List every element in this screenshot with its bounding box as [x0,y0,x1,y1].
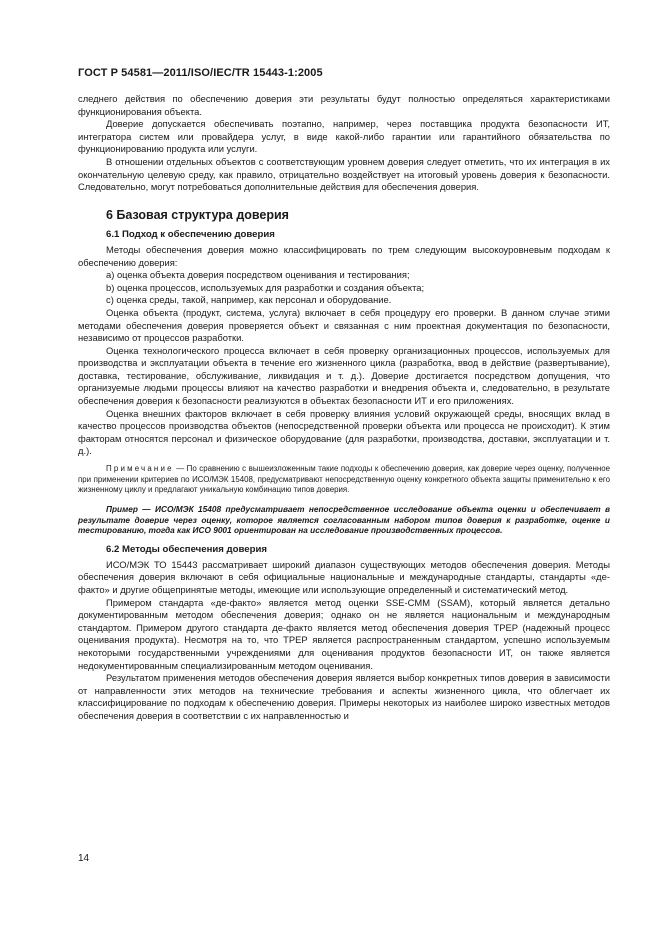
paragraph: В отношении отдельных объектов с соответствующим уровнем доверия следует отметить, что их интеграция в их окончательную целевую среду, как правило, отрицательно воздействует на итоговый уровень доверия к безопасности. Следовательно, могут потребоваться дополнительные действия для обеспечения доверия. [78,155,610,193]
note-text: — По сравнению с вышеизложенным такие подходы к обеспечению доверия, как доверие через оценку, полученное при применении критериев по ИСО/МЭК 15408, предусматривают непосредственную оценку конкретного объекта защиты применительно к его жизненному циклу и предлагают уникальную комбинацию типов доверия. [78,464,610,495]
section-6-2-heading: 6.2 Методы обеспечения доверия [106,544,267,556]
list-item: a) оценка объекта доверия посредством оценивания и тестирования; [106,269,410,281]
note [78,464,610,496]
paragraph: Оценка объекта (продукт, система, услуга) включает в себя процедуру его проверки. В данном случае этими методами обеспечения доверия проверяется объект и связанная с ним проектная документация по безопасности, независимо от процессов разработки. [78,306,610,344]
paragraph: Оценка внешних факторов включает в себя проверку влияния условий окружающей среды, вносящих вклад в качество процессов производства объектов (непосредственной проверки объекта или процесса не происходит). К этим факторам относятся персонал и физическое оборудование (для разработки, производства, доставки, эксплуатации и т. д.). [78,407,610,457]
paragraph: Результатом применения методов обеспечения доверия является выбор конкретных типов доверия в зависимости от направленности этих методов на технические требования и аспекты жизненного цикла, что облегчает их классифицирование по подходам к обеспечению доверия. Примеры некоторых из наиболее широко известных методов обеспечения доверия в соответствии с их направленностью и [78,672,610,721]
paragraph: Оценка технологического процесса включает в себя проверку организационных процессов, используемых для производства и эксплуатации объекта в течение его жизненного цикла (разработка, ввод в действие (развертывание), доставка, тестирование, обслуживание, ликвидация и т. д.). Доверие достигается посредством допущения, что организуемые людьми процессы влияют на качество разработки и внедрения объекта и, следовательно, в результате обеспечения доверия к безопасности реализуются в объектах безопасности ИТ и его приложениях. [78,344,610,407]
paragraph-continued: следнего действия по обеспечению доверия эти результаты будут полностью определяться характеристиками функционирования объекта. [78,93,610,117]
paragraph: Доверие допускается обеспечивать поэтапно, например, через поставщика продукта безопасности ИТ, интегратора систем или провайдера услуг, в виде какой-либо гарантии или гарантийного обязательства по функционированию продукта или услуги. [78,118,610,155]
page-number: 14 [78,853,90,864]
page-body [78,93,610,723]
example: Пример — ИСО/МЭК 15408 предусматривает непосредственное исследование объекта оценки и обеспечивает в результате доверие через оценку, которое является согласованным набором типов доверия к разработке, оценке и тестированию, тогда как ИСО 9001 ориентирован на исследование производственных процессов. [78,503,610,536]
document-header: ГОСТ Р 54581—2011/ISO/IEC/TR 15443-1:2005 [78,67,323,79]
paragraph: Примером стандарта «де-факто» является метод оценки SSE-CMM (SSAM), который является детально документированным методом обеспечения доверия; однако он не является национальным и международным стандартом. Примером другого стандарта де-факто является метод обеспечения доверия TPEP (надежный процесс оценивания продукта). Несмотря на то, что TPEP является распространенным стандартом, успешно используемым некоторыми государственными учреждениями для оценивания продуктов безопасности ИТ, он также является недокументированным специализированным методом оценивания. [78,596,610,671]
list-item: b) оценка процессов, используемых для разработки и создания объекта; [106,281,425,293]
paragraph: Методы обеспечения доверия можно классифицировать по трем следующим высокоуровневым подходам к обеспечению доверия: [78,243,610,268]
note-label: Примечание [106,464,174,474]
section-6-1-heading: 6.1 Подход к обеспечению доверия [106,229,275,241]
paragraph: ИСО/МЭК ТО 15443 рассматривает широкий диапазон существующих методов обеспечения доверия. Методы обеспечения доверия включают в себя официальные национальные и международные стандарты, стандарты «де-факто» и другие общепринятые методы, имеющие или использующие определенный и систематический метод. [78,558,610,595]
section-6-heading: 6 Базовая структура доверия [106,207,289,222]
list-item: c) оценка среды, такой, например, как персонал и оборудование. [106,294,392,306]
